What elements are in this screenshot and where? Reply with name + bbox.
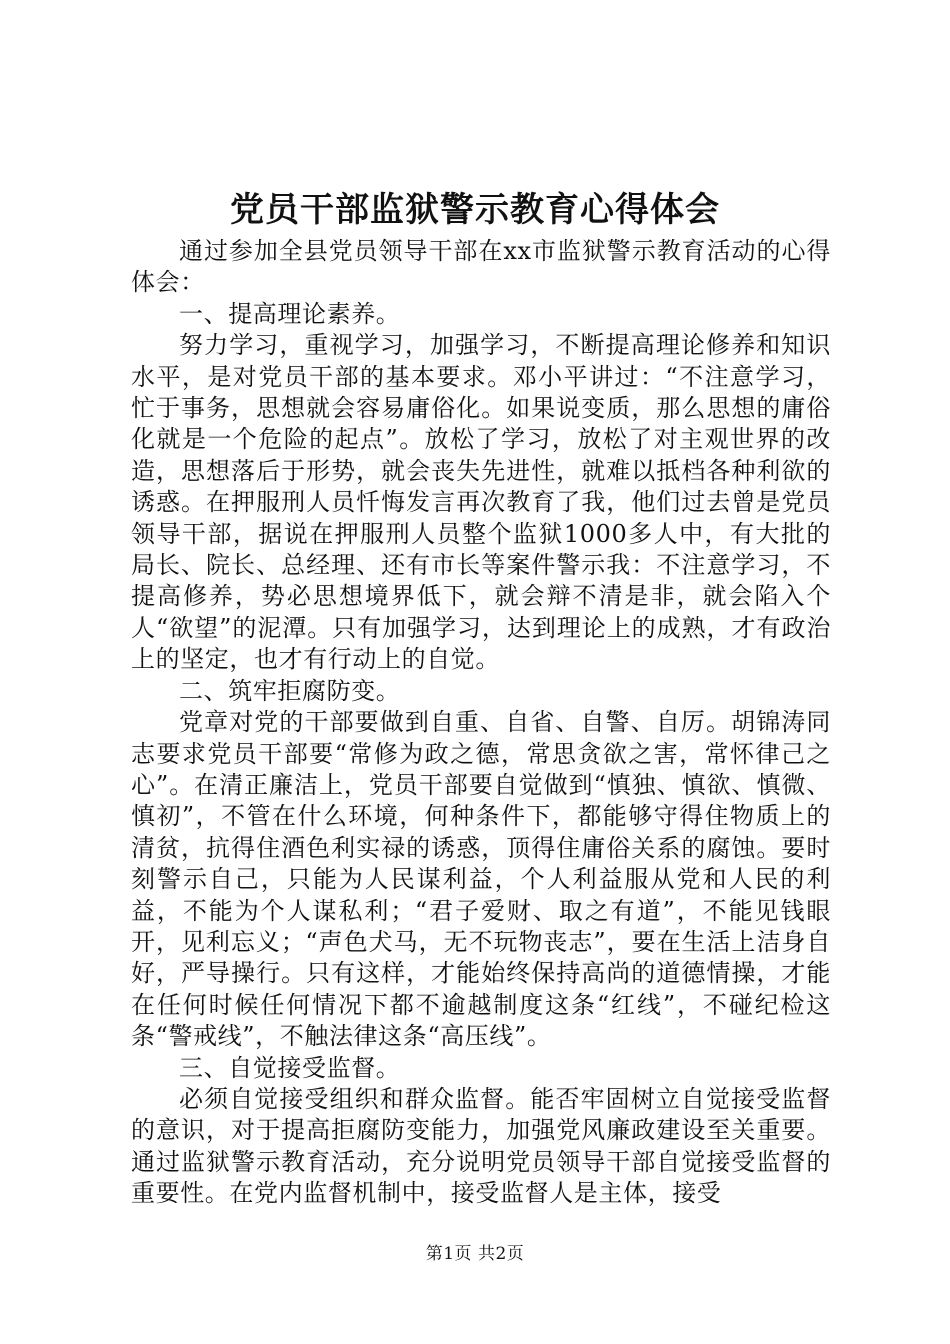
paragraph-section-1: 努力学习，重视学习，加强学习，不断提高理论修养和知识水平，是对党员干部的基本要求。邓小平讲过：“不注意学习，忙于事务，思想就会容易庸俗化。如果说变质，那么思想的庸俗化就是一个危险的起点”。放松了学习，放松了对主观世界的改造，思想落后于形势，就会丧失先进性，就难以抵档各种利欲的诱惑。在押服刑人员忏悔发言再次教育了我，他们过去曾是党员领导干部，据说在押服刑人员整个监狱1000多人中，有大批的局长、院长、总经理、还有市长等案件警示我：不注意学习，不提高修养，势必思想境界低下，就会辩不清是非，就会陷入个人“欲望”的泥潭。只有加强学习，达到理论上的成熟，才有政治上的坚定，也才有行动上的自觉。 [131,331,831,674]
paragraph-section-3: 必须自觉接受组织和群众监督。能否牢固树立自觉接受监督的意识，对于提高拒腐防变能力，加强党风廉政建设至关重要。通过监狱警示教育活动，充分说明党员领导干部自觉接受监督的重要性。在党内监督机制中，接受监督人是主体，接受 [131,1084,831,1208]
section-heading-3: 三、自觉接受监督。 [179,1053,401,1082]
paragraph-section-2: 党章对党的干部要做到自重、自省、自警、自厉。胡锦涛同志要求党员干部要“常修为政之德，常思贪欲之害，常怀律己之心”。在清正廉洁上，党员干部要自觉做到“慎独、慎欲、慎微、慎初”，不管在什么环境，何种条件下，都能够守得住物质上的清贫，抗得住酒色利实禄的诱惑，顶得住庸俗关系的腐蚀。要时刻警示自己，只能为人民谋利益，个人利益服从党和人民的利益，不能为个人谋私利；“君子爱财、取之有道”，不能见钱眼开，见利忘义；“声色犬马，无不玩物丧志”，要在生活上洁身自好，严导操行。只有这样，才能始终保持高尚的道德情操，才能在任何时候任何情况下都不逾越制度这条“红线”，不碰纪检这条“警戒线”，不触法律这条“高压线”。 [131,708,831,1051]
paragraph-intro: 通过参加全县党员领导干部在xx市监狱警示教育活动的心得体会： [131,237,831,297]
section-heading-1: 一、提高理论素养。 [179,299,401,328]
section-heading-2: 二、筑牢拒腐防变。 [179,676,401,705]
document-body [131,236,831,1210]
document-title: 党员干部监狱警示教育心得体会 [230,190,720,230]
page-number-footer: 第1页 共2页 [425,1244,525,1264]
